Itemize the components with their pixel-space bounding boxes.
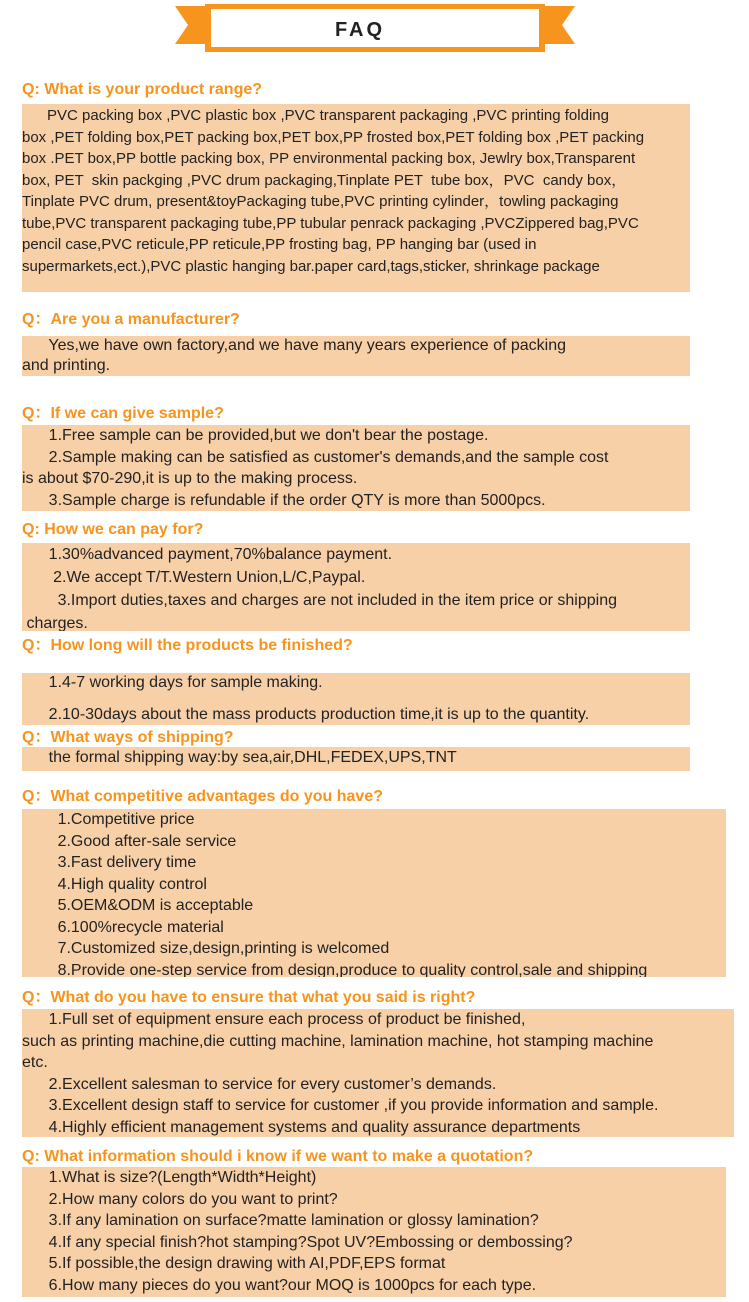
faq-answer-quotation xyxy=(22,1167,726,1297)
answer-line: 1.Free sample can be provided,but we don't bear the postage. xyxy=(22,427,489,444)
answer-line: 2.Excellent salesman to service for every customer’s demands. xyxy=(22,1075,497,1093)
answer-line: 4.High quality control xyxy=(22,875,207,893)
faq-question-advantages: Q：What competitive advantages do you have? xyxy=(22,788,383,805)
faq-question-manufacturer: Q：Are you a manufacturer? xyxy=(22,311,240,328)
answer-line: supermarkets,ect.),PVC plastic hanging bar.paper card,tags,sticker, shrinkage package xyxy=(22,257,600,275)
answer-line: 2.10-30days about the mass products production time,it is up to the quantity. xyxy=(22,706,590,723)
answer-line: 2.Good after-sale service xyxy=(22,832,237,850)
faq-answer-advantages xyxy=(22,809,726,977)
answer-line: 4.Highly efficient management systems and quality assurance departments xyxy=(22,1118,581,1136)
answer-line: etc. xyxy=(22,1054,48,1071)
faq-answer-sample xyxy=(22,425,690,511)
answer-line: 2.How many colors do you want to print? xyxy=(22,1190,338,1208)
answer-line xyxy=(22,691,690,707)
faq-question-guarantee: Q：What do you have to ensure that what you said is right? xyxy=(22,989,476,1006)
answer-line: tube,PVC transparent packaging tube,PP tubular penrack packaging ,PVCZippered bag,PVC xyxy=(22,214,639,232)
answer-line: box ,PET folding box,PET packing box,PET box,PP frosted box,PET folding box ,PET packing xyxy=(22,128,645,146)
faq-question-quotation: Q: What information should i know if we want to make a quotation? xyxy=(22,1148,534,1165)
answer-line: Tinplate PVC drum, present&toyPackaging tube,PVC printing cylinder，towling packaging xyxy=(22,193,619,210)
answer-line: 5.OEM&ODM is acceptable xyxy=(22,897,254,914)
answer-line: 1.4-7 working days for sample making. xyxy=(22,674,323,691)
answer-line: 3.If any lamination on surface?matte lamination or glossy lamination? xyxy=(22,1212,539,1229)
answer-line: pencil case,PVC reticule,PP reticule,PP frosting bag, PP hanging bar (used in xyxy=(22,236,537,253)
faq-answer-shipping xyxy=(22,747,690,771)
answer-line: 8.Provide one-step service from design,produce to quality control,sale and shipping xyxy=(22,961,648,977)
answer-line: charges. xyxy=(22,615,88,631)
answer-line: 4.If any special finish?hot stamping?Spot UV?Embossing or dembossing? xyxy=(22,1233,573,1251)
answer-line: 3.Excellent design staff to service for customer ,if you provide information and sample. xyxy=(22,1097,659,1114)
answer-line: 2.Sample making can be satisfied as customer's demands,and the sample cost xyxy=(22,448,609,466)
answer-line: PVC packing box ,PVC plastic box ,PVC transparent packaging ,PVC printing folding xyxy=(22,107,609,124)
answer-line: is about $70-290,it is up to the making process. xyxy=(22,470,358,487)
answer-line: 1.What is size?(Length*Width*Height) xyxy=(22,1169,317,1186)
answer-line: and printing. xyxy=(22,357,111,374)
answer-line: such as printing machine,die cutting machine, lamination machine, hot stamping machine xyxy=(22,1032,654,1050)
answer-line: Yes,we have own factory,and we have many years experience of packing xyxy=(22,337,567,354)
answer-line: 3.Sample charge is refundable if the order QTY is more than 5000pcs. xyxy=(22,491,546,509)
answer-line: 2.We accept T/T.Western Union,L/C,Paypal. xyxy=(22,569,366,586)
faq-answer-lead-time xyxy=(22,673,690,725)
answer-line: 1.Competitive price xyxy=(22,811,195,828)
answer-line: box .PET box,PP bottle packing box, PP environmental packing box, Jewlry box,Transparent xyxy=(22,150,636,167)
faq-answer-product-range xyxy=(22,104,690,292)
faq-question-sample: Q：If we can give sample? xyxy=(22,405,224,422)
answer-line: 3.Fast delivery time xyxy=(22,854,197,871)
answer-line: 1.Full set of equipment ensure each process of product be finished, xyxy=(22,1011,526,1028)
faq-question-product-range: Q: What is your product range? xyxy=(22,81,263,98)
faq-answer-payment xyxy=(22,543,690,631)
answer-line: 6.How many pieces do you want?our MOQ is 1000pcs for each type. xyxy=(22,1276,537,1294)
answer-line: 1.30%advanced payment,70%balance payment. xyxy=(22,546,393,563)
faq-question-shipping: Q：What ways of shipping? xyxy=(22,729,234,746)
answer-line: 3.Import duties,taxes and charges are not included in the item price or shipping xyxy=(22,592,617,609)
faq-banner xyxy=(0,0,749,60)
answer-line: the formal shipping way:by sea,air,DHL,FEDEX,UPS,TNT xyxy=(22,749,457,766)
answer-line: box, PET skin packging ,PVC drum packaging,Tinplate PET tube box，PVC candy box， xyxy=(22,171,627,189)
answer-line: 6.100%recycle material xyxy=(22,918,224,936)
faq-answer-guarantee xyxy=(22,1009,734,1137)
faq-question-lead-time: Q：How long will the products be finished? xyxy=(22,637,353,654)
answer-line: 5.If possible,the design drawing with AI,PDF,EPS format xyxy=(22,1255,446,1272)
answer-line: 7.Customized size,design,printing is welcomed xyxy=(22,940,390,957)
faq-question-payment: Q: How we can pay for? xyxy=(22,521,204,538)
page-title: FAQ xyxy=(334,19,386,41)
faq-answer-manufacturer xyxy=(22,336,690,376)
